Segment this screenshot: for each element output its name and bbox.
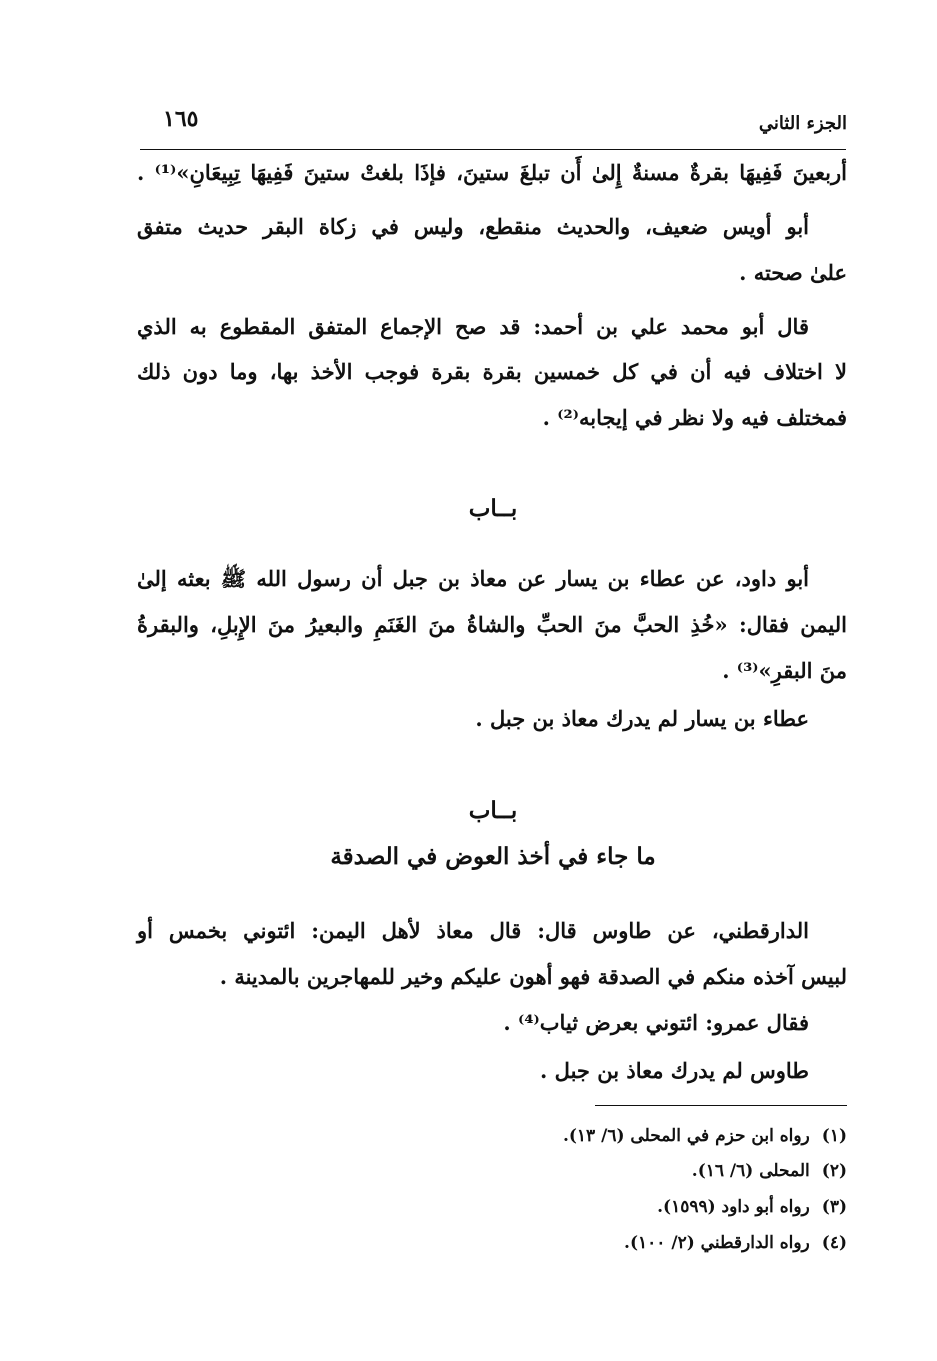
- body-line-10: عطاء بن يسار لم يدرك معاذ بن جبل .: [475, 706, 809, 731]
- footnote-text: رواه ابن حزم في المحلى (٦/ ١٣).: [562, 1126, 810, 1146]
- footnote-number: (٤): [821, 1233, 847, 1253]
- body-line-12: لبيس آخذه منكم في الصدقة فهو أهون عليكم وخير للمهاجرين بالمدينة .: [219, 964, 847, 989]
- footnote-number: (١): [821, 1126, 847, 1146]
- body-line-13: فقال عمرو: ائتوني بعرض ثياب⁽⁴⁾ .: [503, 1010, 809, 1035]
- section-subheading: ما جاء في أخذ العوض في الصدقة: [330, 843, 656, 870]
- header-divider: [140, 149, 846, 150]
- body-line-9: منَ البقرِ»⁽³⁾ .: [722, 658, 847, 683]
- section-heading-bab-2: بــاب: [468, 797, 518, 824]
- footnote-text: رواه الدارقطني (٢/ ١٠٠).: [624, 1233, 810, 1253]
- page-number: ١٦٥: [163, 106, 199, 132]
- footnote-divider: [595, 1105, 847, 1106]
- body-line-7: أبو داود، عن عطاء بن يسار عن معاذ بن جبل أن رسول الله ﷺ بعثه إلىٰ: [137, 566, 809, 591]
- body-line-2: أبو أويس ضعيف، والحديث منقطع، وليس في زكاة البقر حديث متفق: [137, 214, 809, 239]
- section-heading-bab-1: بــاب: [468, 495, 518, 522]
- footnote-1: [347, 1126, 847, 1146]
- body-line-5: لا اختلاف فيه أن في كل خمسين بقرة بقرة فوجب الأخذ بها، وما دون ذلك: [137, 359, 847, 384]
- body-line-14: طاوس لم يدرك معاذ بن جبل .: [540, 1058, 809, 1083]
- footnote-number: (٣): [821, 1197, 847, 1217]
- footnote-text: المحلى (٦/ ١٦).: [691, 1161, 810, 1181]
- body-line-11: الدارقطني، عن طاوس قال: قال معاذ لأهل اليمن: ائتوني بخمس أو: [137, 918, 809, 943]
- footnote-number: (٢): [821, 1161, 847, 1181]
- running-header-title: الجزء الثاني: [758, 113, 847, 134]
- footnote-2: [347, 1161, 847, 1181]
- body-line-6: فمختلف فيه ولا نظر في إيجابه⁽²⁾ .: [542, 405, 847, 430]
- body-line-1: أربعينَ فَفِيهَا بقرةٌ مسنةٌ إِلىٰ أَن تبلغَ ستينَ، فإذَا بلغتْ ستينَ فَفِيهَا تِبِيعَانِ»⁽¹⁾ .: [137, 160, 847, 185]
- body-line-4: قال أبو محمد علي بن أحمد: قد صح الإجماع المتفق المقطوع به الذي: [137, 314, 809, 339]
- footnote-3: [347, 1197, 847, 1217]
- body-line-3: علىٰ صحته .: [739, 260, 847, 285]
- footnote-text: رواه أبو داود (١٥٩٩).: [657, 1197, 810, 1217]
- footnote-4: [347, 1233, 847, 1253]
- body-line-8: اليمن فقال: «خُذِ الحبَّ منَ الحبِّ والشاةُ منَ الغَنَمِ والبعيرُ منَ الإِبلِ، والبقرةُ: [137, 612, 847, 637]
